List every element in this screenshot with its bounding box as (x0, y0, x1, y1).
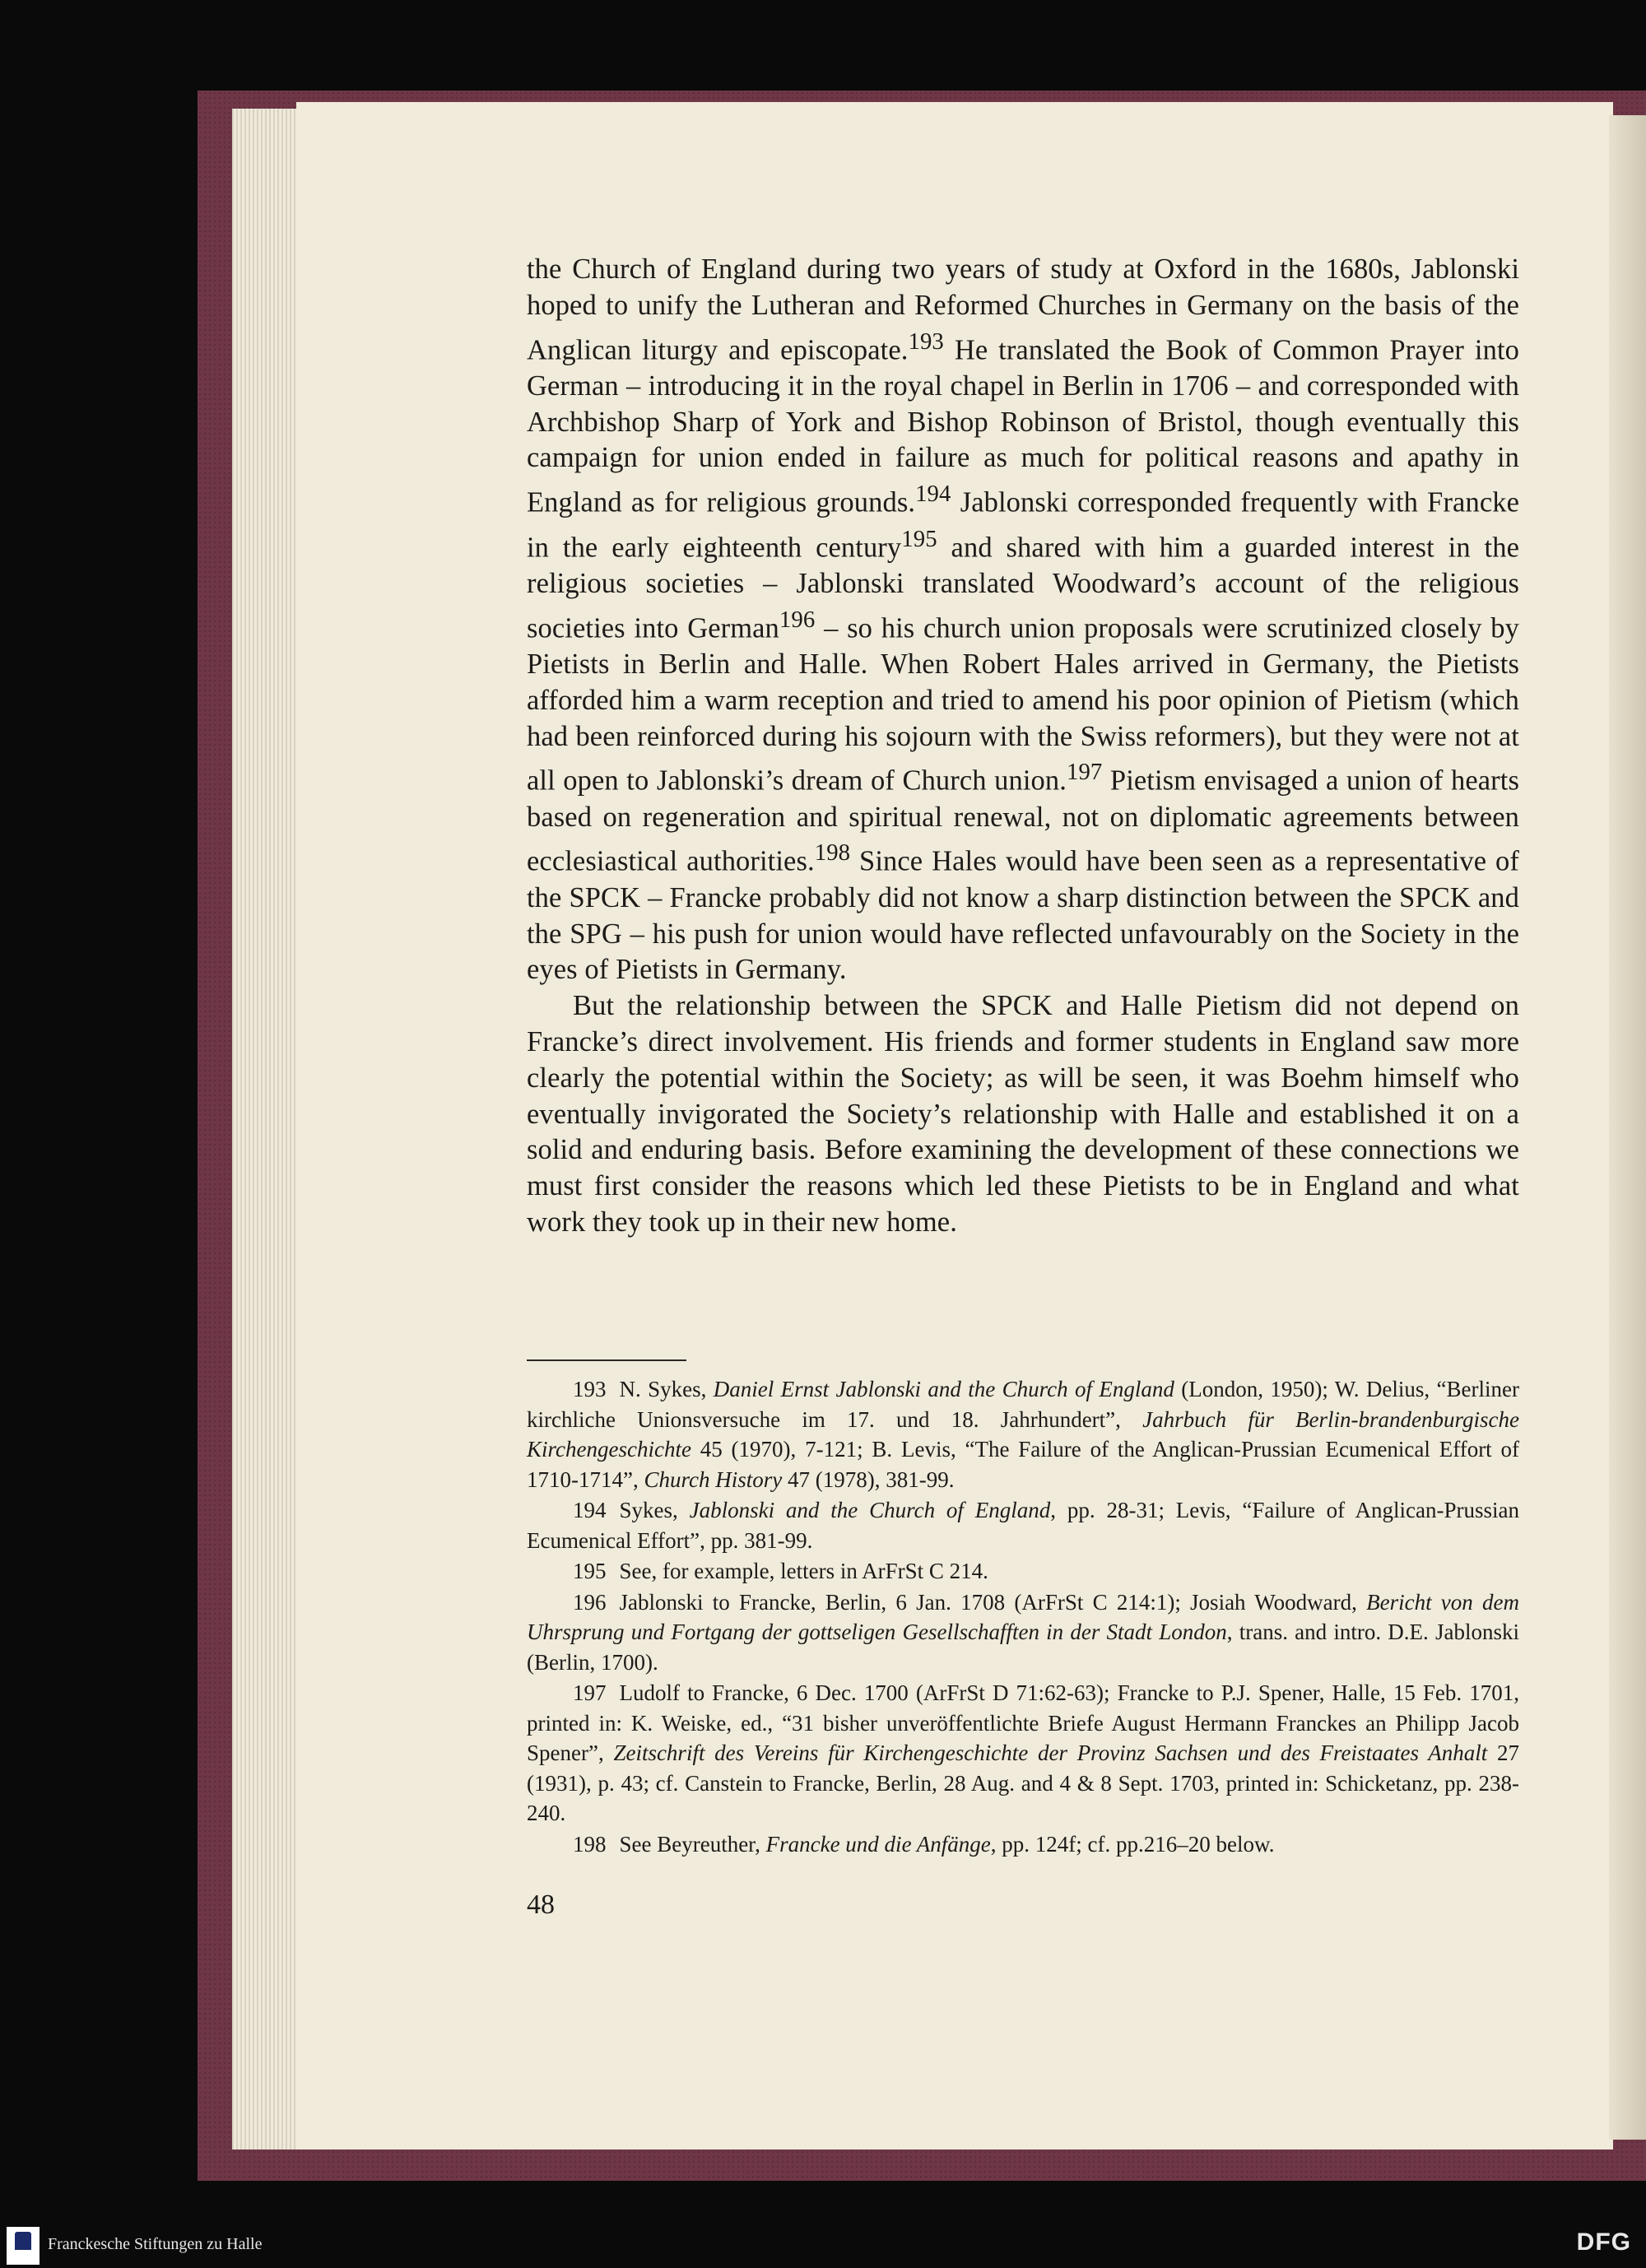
footnote-number: 198 (573, 1831, 607, 1857)
paragraph-2: But the relationship between the SPCK and Halle Pietism did not depend on Francke’s direct involvement. His friends and former students in England saw more clearly the potential within the Society; as will be seen, it was Boehm himself who eventually invigorated the Society’s relationship with Halle and established it on a solid and enduring basis. Before examining the development of these connections we must first consider the reasons which led these Pietists to be in England and what work they took up in their new home. (527, 990, 1519, 1238)
text-run: – so his church union proposals were scrutinized closely by Pietists in Berlin and Halle. When Robert Hales arrived in Germany, the Pietists afforded him a warm reception and tried to amend his poor opinion of Pietism (which had been reinforced during his sojourn with the Swiss reformers), but they were not at all open to Jablonski’s dream of Church union. (527, 612, 1519, 797)
text-run: 27 (1931), p. 43; cf. Canstein to Francke, Berlin, 28 Aug. and 4 & 8 Sept. 1703, printed in: Schicketanz, pp. 238-240. (527, 1741, 1520, 1825)
footnote-198 (527, 1829, 1519, 1860)
text-run: , trans. and intro. D.E. Jablonski (Berlin, 1700). (527, 1620, 1519, 1675)
text-run: Jablonski corresponded frequently with Francke in the early eighteenth century (527, 486, 1519, 564)
text-run: and shared with him a guarded interest in the religious societies – Jablonski translated Woodward’s account of the religious societies into German (527, 532, 1519, 644)
footnote-number: 193 (573, 1377, 607, 1401)
footnote-number: 194 (573, 1498, 607, 1522)
footnote-number: 196 (573, 1589, 607, 1615)
title-italic: Church History (644, 1466, 783, 1492)
footnote-193 (527, 1374, 1519, 1494)
title-italic: Zeitschrift des Vereins für Kirchengeschichte der Provinz Sachsen und des Freistaates Anhalt (613, 1741, 1488, 1765)
footnote-194 (527, 1495, 1519, 1555)
footnotes (527, 1374, 1519, 1860)
text-run: Jablonski to Francke, Berlin, 6 Jan. 1708 (ArFrSt C 214:1); Josiah Woodward, (619, 1589, 1367, 1615)
main-text (527, 252, 1519, 1241)
footnote-ref-198[interactable]: 198 (814, 839, 851, 867)
title-italic: Jahrbuch für Berlin-brandenburgische Kirchengeschichte (527, 1406, 1519, 1462)
title-italic: Daniel Ernst Jablonski and the Church of England (713, 1377, 1174, 1401)
page-number: 48 (527, 1889, 555, 1920)
footnote-ref-193[interactable]: 193 (908, 328, 944, 355)
footnote-number: 197 (573, 1680, 607, 1705)
text-run: the Church of England during two years of study at Oxford in the 1680s, Jablonski hoped to unify the Lutheran and Reformed Churches in Germany on the basis of the Anglican liturgy and episcopate. (527, 253, 1519, 366)
title-italic: Francke und die Anfänge (765, 1831, 991, 1857)
text-run: See Beyreuther, (619, 1831, 766, 1857)
title-italic: Jablonski and the Church of England (689, 1498, 1051, 1522)
text-run: , pp. 28-31; Levis, “Failure of Anglican-Prussian Ecumenical Effort”, pp. 381-99. (527, 1498, 1519, 1553)
institution-name[interactable]: Franckesche Stiftungen zu Halle (48, 2235, 263, 2253)
text-run: Pietism envisaged a union of hearts based on regeneration and spiritual renewal, not on diplomatic agreements between ecclesiastical authorities. (527, 765, 1519, 877)
page-curl (1609, 115, 1646, 2140)
title-italic: Bericht von dem Uhrsprung und Fortgang der gottseligen Gesellschafften in der Stadt London (527, 1589, 1520, 1644)
text-run: 45 (1970), 7-121; B. Levis, “The Failure of the Anglican-Prussian Ecumenical Effort of 1710-1714”, (527, 1437, 1519, 1492)
logo-building-icon (15, 2232, 31, 2250)
text-run: Ludolf to Francke, 6 Dec. 1700 (ArFrSt D 71:62-63); Francke to P.J. Spener, Halle, 15 Feb. 1701, printed in: K. Weiske, ed., “31 bisher unveröffentlichte Briefe August Hermann Franckes an Philipp Jacob Spener”, (527, 1680, 1519, 1765)
text-run: 47 (1978), 381-99. (782, 1466, 955, 1492)
footnote-number: 195 (573, 1559, 607, 1583)
text-run: See, for example, letters in ArFrSt C 214. (619, 1559, 988, 1583)
text-run: , pp. 124f; cf. pp.216–20 below. (990, 1831, 1275, 1857)
footnote-197 (527, 1678, 1519, 1829)
paragraph-1 (527, 252, 1519, 988)
footnote-196 (527, 1587, 1519, 1678)
dfg-logo[interactable]: DFG (1576, 2228, 1631, 2256)
footnote-195 (527, 1556, 1519, 1587)
footnote-ref-197[interactable]: 197 (1066, 759, 1103, 786)
footnote-ref-194[interactable]: 194 (915, 481, 951, 508)
text-run: Sykes, (619, 1498, 690, 1522)
footnote-rule (527, 1359, 686, 1361)
text-run: (London, 1950); W. Delius, “Berliner kirchliche Unionsversuche im 17. und 18. Jahrhundert”, (527, 1377, 1519, 1432)
text-run: He translated the Book of Common Prayer into German – introducing it in the royal chapel in Berlin in 1706 – and corresponded with Archbishop Sharp of York and Bishop Robinson of Bristol, though eventually this campaign for union ended in failure as much for political reasons and apathy in England as for religious grounds. (527, 334, 1519, 518)
page-edges (232, 109, 299, 2149)
footnote-ref-195[interactable]: 195 (901, 525, 937, 552)
footnote-ref-196[interactable]: 196 (779, 606, 816, 633)
text-run: Since Hales would have been seen as a representative of the SPCK – Francke probably did not know a sharp distinction between the SPCK and the SPG – his push for union would have reflected unfavourably on the Society in the eyes of Pietists in Germany. (527, 845, 1519, 986)
text-run: N. Sykes, (619, 1377, 714, 1401)
